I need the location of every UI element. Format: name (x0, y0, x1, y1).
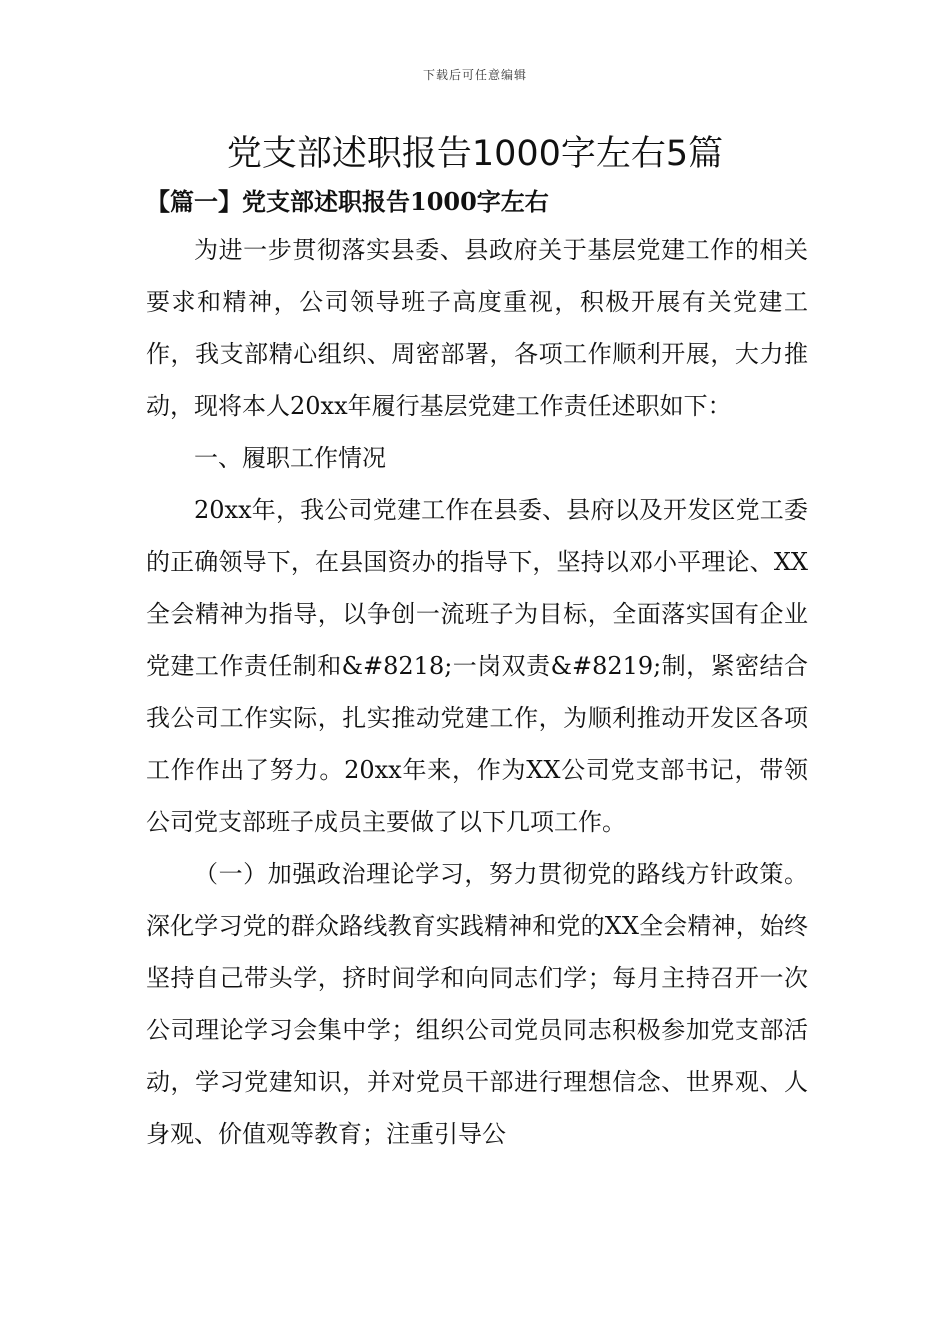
document-title: 党支部述职报告1000字左右5篇 (226, 134, 724, 174)
document-body (146, 224, 808, 1160)
paragraph: （一）加强政治理论学习，努力贯彻党的路线方针政策。深化学习党的群众路线教育实践精神和党的XX全会精神，始终坚持自己带头学，挤时间学和向同志们学；每月主持召开一次公司理论学习会集中学；组织公司党员同志积极参加党支部活动，学习党建知识，并对党员干部进行理想信念、世界观、人身观、价值观等教育；注重引导公 (146, 860, 808, 1148)
paragraph: 为进一步贯彻落实县委、县政府关于基层党建工作的相关要求和精神，公司领导班子高度重视，积极开展有关党建工作，我支部精心组织、周密部署，各项工作顺利开展，大力推动，现将本人20xx年履行基层党建工作责任述职如下： (146, 236, 808, 420)
paragraph: 20xx年，我公司党建工作在县委、县府以及开发区党工委的正确领导下，在县国资办的指导下，坚持以邓小平理论、XX全会精神为指导，以争创一流班子为目标，全面落实国有企业党建工作责任制和&#8218;一岗双责&#8219;制，紧密结合我公司工作实际，扎实推动党建工作，为顺利推动开发区各项工作作出了努力。20xx年来，作为XX公司党支部书记，带领公司党支部班子成员主要做了以下几项工作。 (146, 496, 808, 836)
paragraph-subheading: 一、履职工作情况 (194, 444, 386, 472)
header-note: 下载后可任意编辑 (422, 68, 527, 82)
section-heading: 【篇一】党支部述职报告1000字左右 (146, 187, 549, 216)
